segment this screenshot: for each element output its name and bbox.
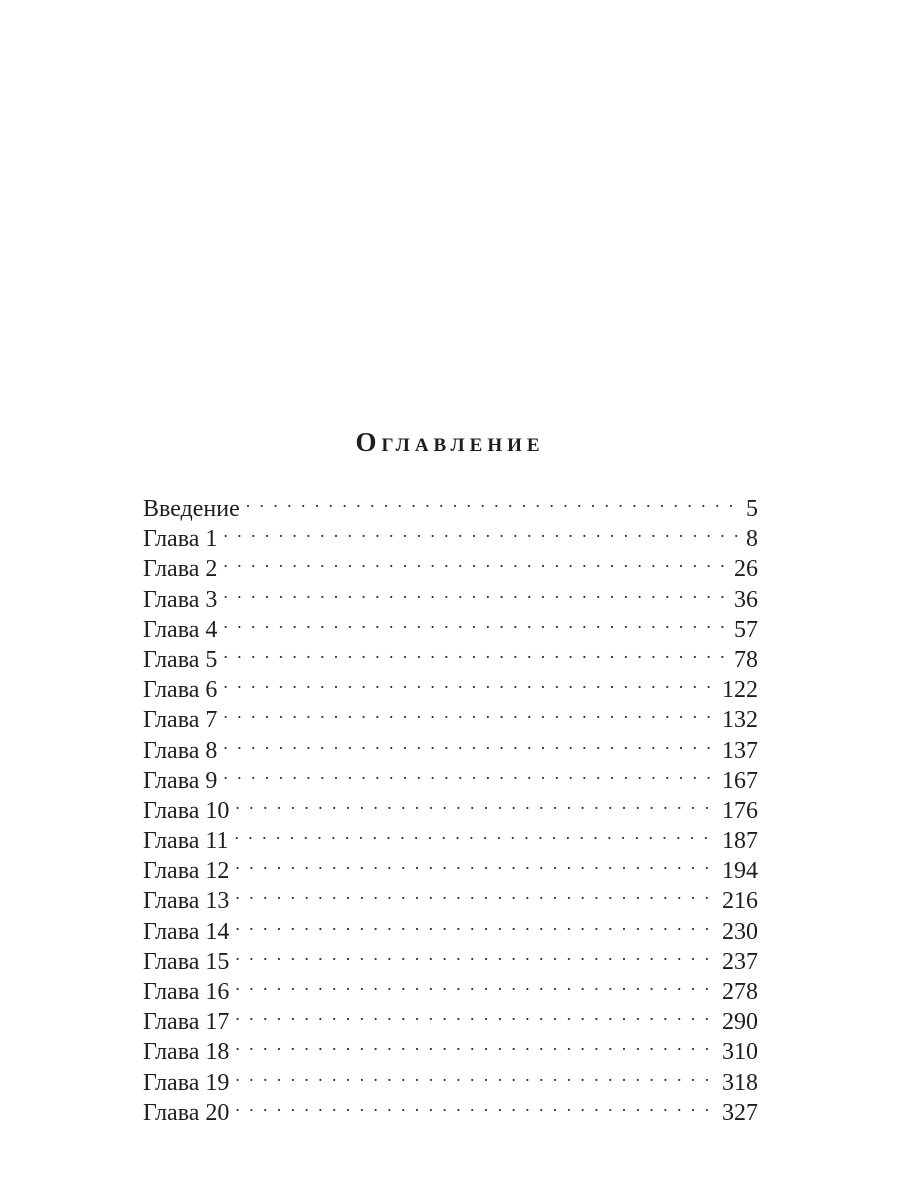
toc-entry-page: 176 (716, 796, 758, 826)
toc-entry-label: Глава 17 (143, 1007, 235, 1037)
toc-entry (143, 697, 758, 734)
toc-entry-label: Глава 10 (143, 796, 235, 826)
dot-leader (235, 1090, 716, 1120)
toc-entry-page: 278 (716, 977, 758, 1007)
toc-entry-page: 137 (716, 736, 758, 766)
toc-title: Оглавление (355, 427, 545, 457)
toc-entry-page: 310 (716, 1037, 758, 1067)
toc-entry (143, 848, 758, 885)
dot-leader (235, 909, 716, 939)
toc-entry-page: 290 (716, 1007, 758, 1037)
toc-entry-label: Введение (143, 494, 246, 524)
dot-leader (246, 486, 738, 516)
toc-entry-page: 194 (716, 856, 758, 886)
toc-entry (143, 999, 758, 1036)
toc-entry-label: Глава 2 (143, 554, 223, 584)
toc-entry (143, 728, 758, 764)
dot-leader (223, 516, 738, 546)
toc-entry-page: 5 (738, 494, 758, 524)
toc-entry-page: 318 (716, 1068, 758, 1098)
dot-leader (223, 758, 716, 788)
toc-entry-label: Глава 13 (143, 886, 235, 916)
dot-leader (223, 546, 728, 576)
toc-entry-page: 78 (728, 645, 758, 675)
toc-entry-page: 57 (728, 615, 758, 645)
dot-leader (223, 667, 716, 697)
toc-entry-label: Глава 4 (143, 615, 223, 645)
dot-leader (223, 637, 728, 667)
toc-entry (143, 788, 758, 824)
toc-entry (143, 758, 758, 794)
toc-entry (143, 486, 758, 522)
toc-entry (143, 667, 758, 704)
toc-entry-label: Глава 1 (143, 524, 223, 554)
toc-entry (143, 969, 758, 1005)
toc-entry-label: Глава 15 (143, 947, 235, 977)
toc-entry (143, 1029, 758, 1066)
dot-leader (223, 697, 716, 727)
toc-entry-page: 8 (738, 524, 758, 554)
toc-entry-label: Глава 19 (143, 1068, 235, 1098)
toc-entry-label: Глава 9 (143, 766, 223, 796)
toc-entry (143, 909, 758, 945)
dot-leader (235, 969, 716, 999)
toc-entry-label: Глава 11 (143, 826, 234, 856)
toc-entry (143, 546, 758, 583)
toc-entry-page: 187 (716, 826, 758, 856)
toc-entry (143, 516, 758, 553)
toc-entry (143, 1090, 758, 1126)
toc-entry-label: Глава 6 (143, 675, 223, 705)
dot-leader (235, 939, 716, 969)
toc-entry-label: Глава 20 (143, 1098, 235, 1128)
dot-leader (234, 818, 716, 848)
dot-leader (223, 607, 728, 637)
toc-entry-page: 230 (716, 917, 758, 947)
toc-entry-label: Глава 8 (143, 736, 223, 766)
toc-entry-page: 36 (728, 585, 758, 615)
toc-entry-label: Глава 7 (143, 705, 223, 735)
toc-entry-page: 122 (716, 675, 758, 705)
toc-entry (143, 637, 758, 673)
dot-leader (235, 878, 716, 908)
toc-entry (143, 878, 758, 915)
dot-leader (235, 848, 716, 878)
toc-entry (143, 818, 758, 855)
toc-entry (143, 607, 758, 643)
toc-entry-page: 132 (716, 705, 758, 735)
dot-leader (235, 1029, 716, 1059)
toc-entry-label: Глава 3 (143, 585, 223, 615)
dot-leader (235, 1060, 716, 1090)
toc-entry-label: Глава 14 (143, 917, 235, 947)
toc-entry-label: Глава 5 (143, 645, 223, 675)
toc-entry (143, 939, 758, 975)
toc-entry-page: 216 (716, 886, 758, 916)
toc-entry-label: Глава 16 (143, 977, 235, 1007)
toc-entry-page: 237 (716, 947, 758, 977)
toc-entry-page: 26 (728, 554, 758, 584)
toc-entry-label: Глава 18 (143, 1037, 235, 1067)
toc-entry-page: 327 (716, 1098, 758, 1128)
dot-leader (235, 999, 716, 1029)
toc-entry (143, 1060, 758, 1096)
toc-entry (143, 577, 758, 613)
dot-leader (223, 577, 728, 607)
dot-leader (223, 728, 716, 758)
toc-entry-label: Глава 12 (143, 856, 235, 886)
toc-entry-page: 167 (716, 766, 758, 796)
toc-list (143, 486, 758, 1126)
dot-leader (235, 788, 716, 818)
